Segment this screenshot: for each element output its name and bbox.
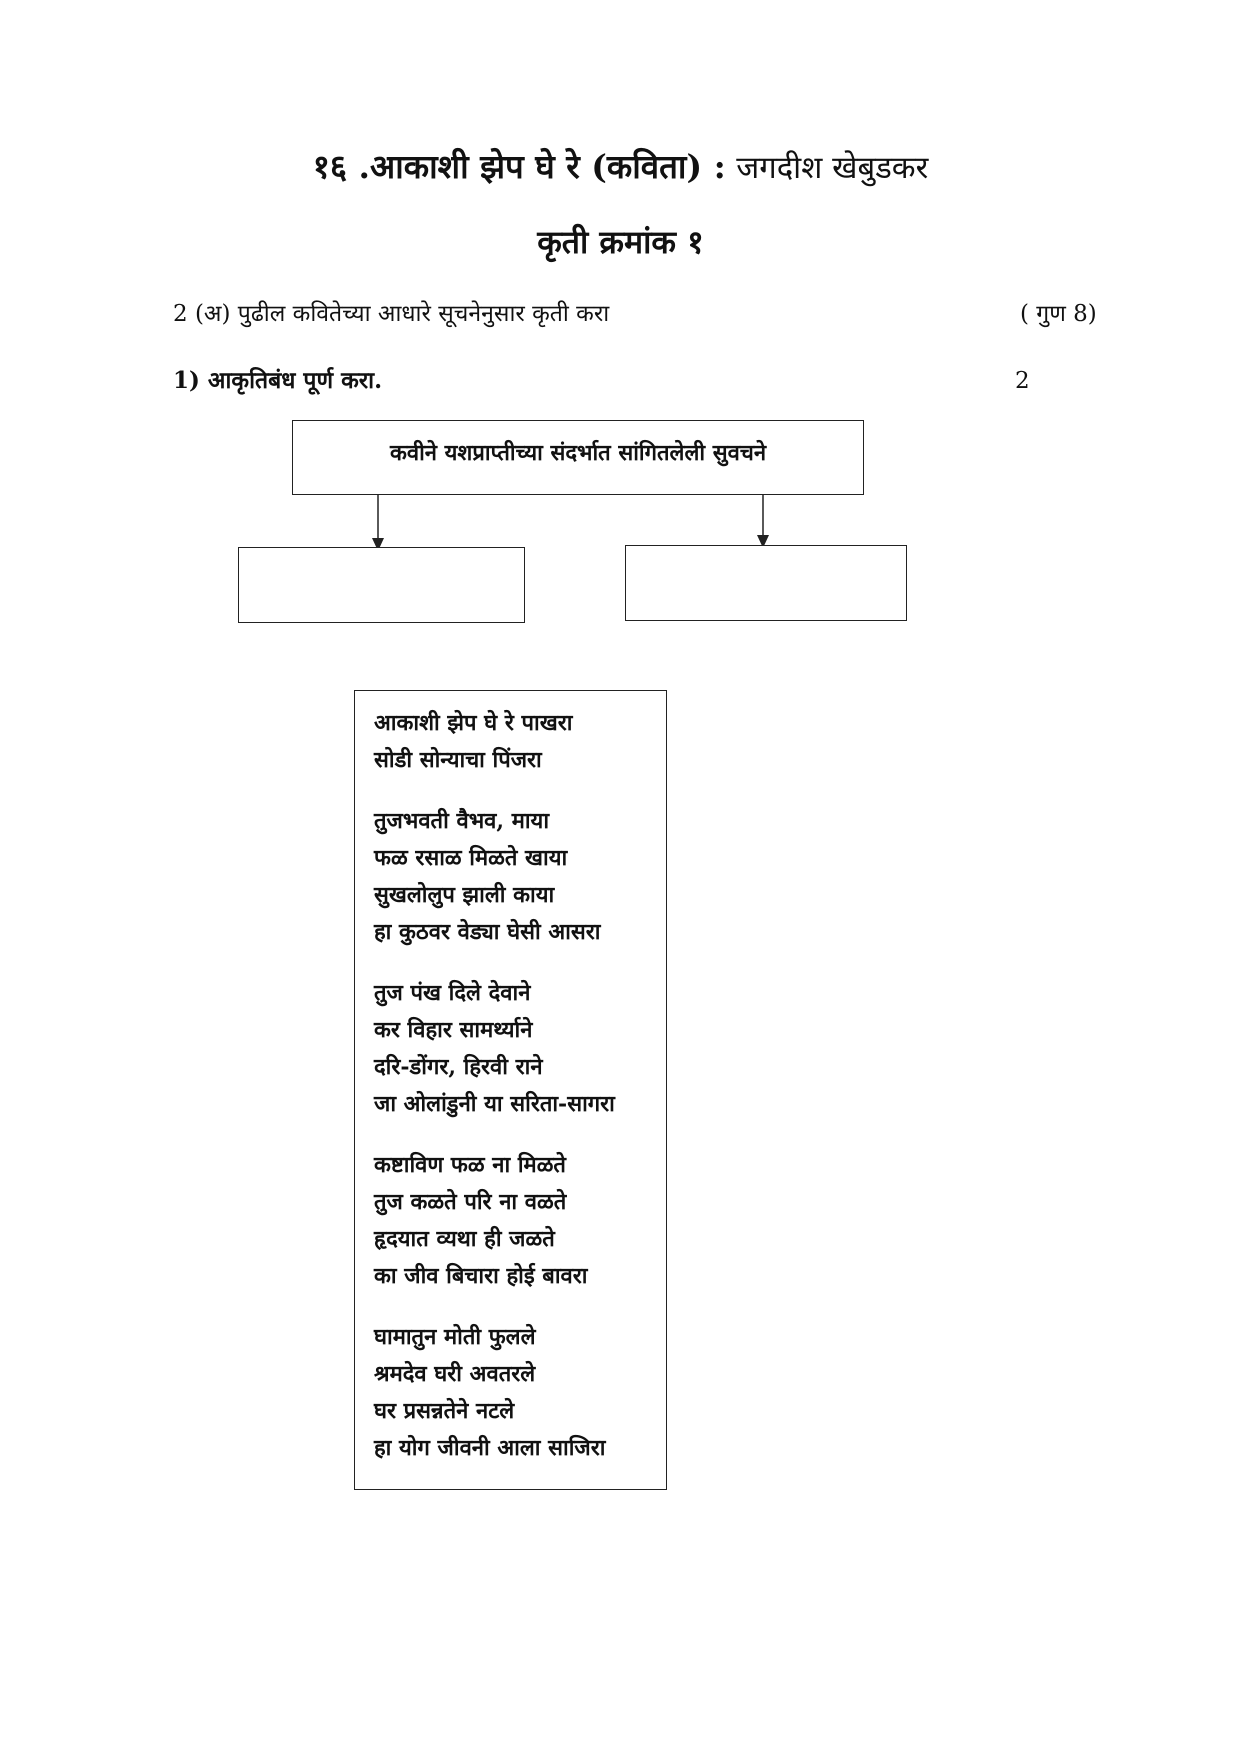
stanza: [374, 803, 666, 951]
poem-line: दरि-डोंगर, हिरवी राने: [374, 1054, 543, 1080]
poem-line: घर प्रसन्नतेने नटले: [374, 1398, 515, 1424]
poet-name: जगदीश खेबुडकर: [736, 150, 929, 186]
question-instruction: 2 (अ) पुढील कवितेच्या आधारे सूचनेनुसार कृती करा: [173, 301, 610, 327]
page-title: [0, 145, 1241, 190]
poem-box: [354, 690, 667, 1490]
stanza: [374, 1319, 666, 1467]
activity-number: कृती क्रमांक १: [537, 223, 704, 261]
poem-line: हा योग जीवनी आला साजिरा: [374, 1435, 606, 1461]
poem-line: हा कुठवर वेड्या घेसी आसरा: [374, 919, 601, 945]
poem-line: श्रमदेव घरी अवतरले: [374, 1361, 536, 1387]
poem-line: कर विहार सामर्थ्याने: [374, 1017, 533, 1043]
question-marks: ( गुण 8): [1020, 301, 1097, 327]
poem-line: सुखलोलुप झाली काया: [374, 882, 555, 908]
poem-line: हृदयात व्यथा ही जळते: [374, 1226, 555, 1252]
stanza: [374, 705, 666, 779]
stanza: [374, 1147, 666, 1295]
poem-title: १६ .आकाशी झेप घे रे (कविता) :: [312, 147, 726, 186]
poem-line: तुज कळते परि ना वळते: [374, 1189, 567, 1215]
poem-line: फळ रसाळ मिळते खाया: [374, 845, 568, 871]
answer-box-left[interactable]: [238, 547, 525, 623]
diagram-arrows: [0, 495, 1241, 555]
poem-line: जा ओलांडुनी या सरिता-सागरा: [374, 1091, 615, 1117]
poem-line: घामातुन मोती फुलले: [374, 1324, 536, 1350]
arrow-left: [372, 495, 384, 551]
answer-box-right[interactable]: [625, 545, 907, 621]
poem-line: तुज पंख दिले देवाने: [374, 980, 531, 1006]
arrow-right: [757, 495, 769, 548]
poem-line: आकाशी झेप घे रे पाखरा: [374, 710, 573, 736]
poem-line: का जीव बिचारा होई बावरा: [374, 1263, 588, 1289]
poem-line: कष्टाविण फळ ना मिळते: [374, 1152, 566, 1178]
stanza: [374, 975, 666, 1123]
diagram-main-box: कवीने यशप्राप्तीच्या संदर्भात सांगितलेली सुवचने: [292, 420, 864, 495]
subquestion-instruction: 1) आकृतिबंध पूर्ण करा.: [173, 367, 383, 394]
subquestion-marks: 2: [1015, 368, 1030, 394]
poem-line: तुजभवती वैभव, माया: [374, 808, 550, 834]
poem-line: सोडी सोन्याचा पिंजरा: [374, 747, 542, 773]
